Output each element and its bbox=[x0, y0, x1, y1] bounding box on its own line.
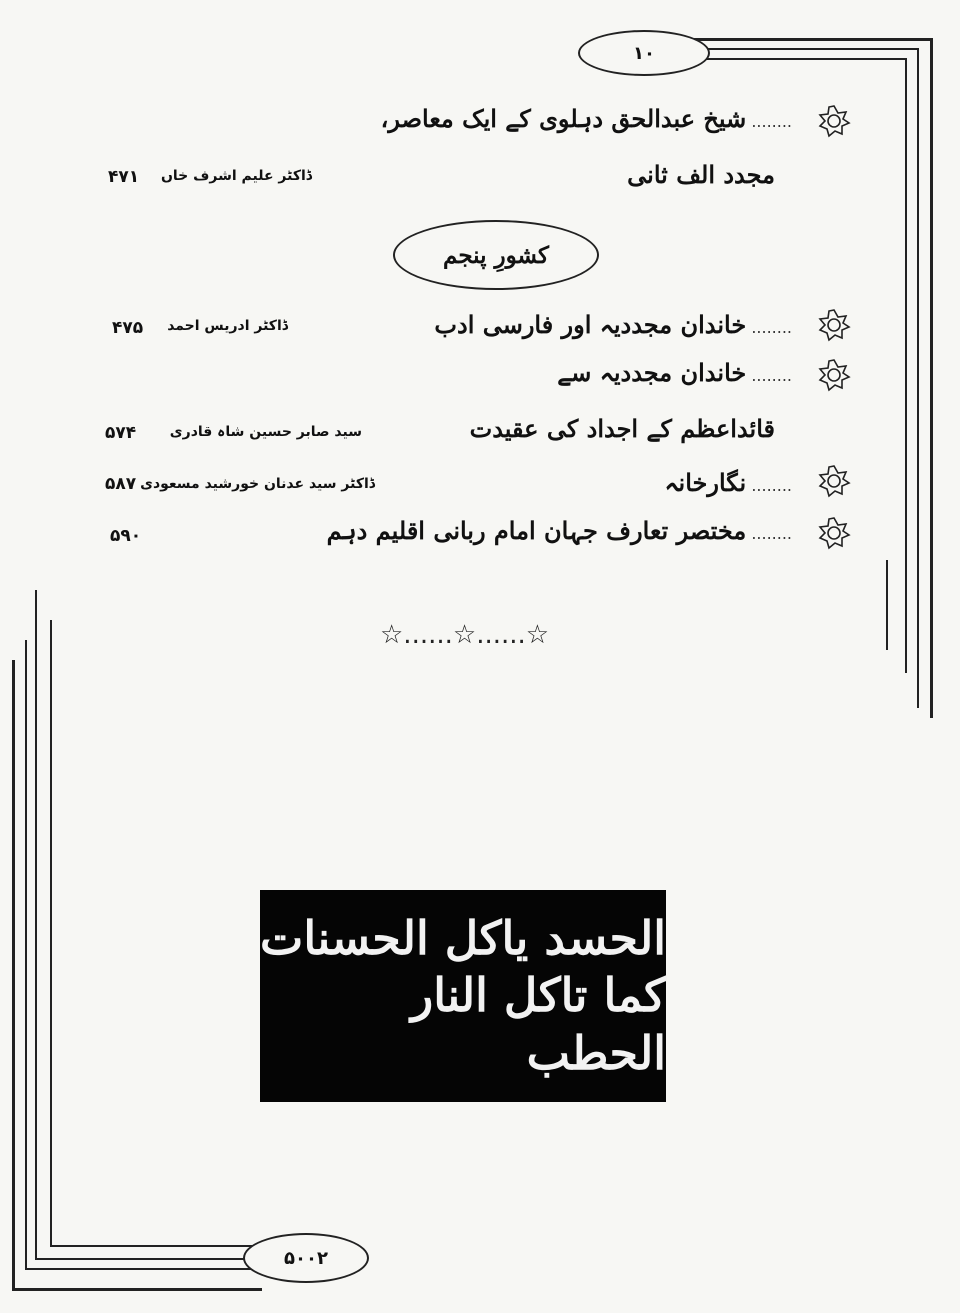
frame-right-line-3 bbox=[905, 58, 907, 673]
entry-title: خاندان مجددیہ اور فارسی ادب bbox=[434, 310, 747, 339]
frame-left-line-4 bbox=[50, 620, 52, 1245]
entry-page: ۵۷۴ bbox=[105, 423, 137, 443]
frame-right-line-2 bbox=[917, 48, 919, 708]
section-heading: کشورِ پنجم bbox=[443, 241, 549, 269]
calligraphy-line2: کما تاکل النار الحطب bbox=[411, 968, 666, 1080]
frame-left-line-2 bbox=[25, 640, 27, 1270]
frame-top-line-3 bbox=[700, 58, 906, 60]
frame-bottom-line-1 bbox=[12, 1288, 262, 1291]
page-number-oval bbox=[578, 30, 710, 76]
entry-page: ۴۷۵ bbox=[112, 318, 144, 338]
toc-entry-5 bbox=[327, 516, 792, 545]
toc-entry-1 bbox=[381, 104, 792, 133]
leader-dots: ........ bbox=[751, 318, 792, 337]
entry-title-line2: قائداعظم کے اجداد کی عقیدت bbox=[469, 414, 775, 443]
leader-dots: ........ bbox=[751, 524, 792, 543]
star-separator: ☆......☆......☆ bbox=[380, 620, 550, 650]
frame-bottom-line-3 bbox=[35, 1258, 261, 1260]
frame-right-line-1 bbox=[930, 38, 933, 718]
entry-author: ڈاکٹر علیم اشرف خاں bbox=[160, 168, 312, 184]
toc-entry-2 bbox=[434, 310, 792, 339]
flower-bullet-icon bbox=[817, 464, 851, 498]
entry-title-line2: مجدد الف ثانی bbox=[627, 160, 775, 189]
frame-right-line-4 bbox=[886, 560, 888, 650]
frame-top-line-2 bbox=[690, 48, 918, 50]
frame-bottom-line-2 bbox=[25, 1268, 261, 1270]
flower-bullet-icon bbox=[817, 104, 851, 138]
flower-bullet-icon bbox=[817, 516, 851, 550]
calligraphy-line1: الحسد یاکل الحسنات bbox=[260, 910, 666, 965]
toc-entry-3 bbox=[557, 358, 792, 387]
frame-bottom-line-4 bbox=[50, 1245, 262, 1247]
entry-title: مختصر تعارف جہان امام ربانی اقلیم دہم bbox=[326, 516, 747, 545]
entry-title: نگارخانہ bbox=[664, 468, 747, 497]
entry-author: ڈاکٹر سید عدنان خورشید مسعودی bbox=[140, 476, 375, 492]
leader-dots: ........ bbox=[751, 366, 792, 385]
entry-page: ۵۹۰ bbox=[110, 526, 142, 546]
toc-entry-4 bbox=[664, 468, 792, 497]
flower-bullet-icon bbox=[817, 308, 851, 342]
leader-dots: ........ bbox=[751, 112, 792, 131]
entry-author: ڈاکٹر ادریس احمد bbox=[167, 318, 288, 334]
leader-dots: ........ bbox=[751, 476, 792, 495]
entry-page: ۵۸۷ bbox=[105, 474, 137, 494]
catalog-number-oval bbox=[243, 1233, 369, 1283]
flower-bullet-icon bbox=[817, 358, 851, 392]
page-number: ۱۰ bbox=[633, 42, 655, 64]
entry-title-line1: شیخ عبدالحق دہلوی کے ایک معاصر، bbox=[380, 104, 747, 133]
section-heading-oval bbox=[393, 220, 599, 290]
frame-left-line-1 bbox=[12, 660, 15, 1290]
entry-page: ۴۷۱ bbox=[108, 167, 140, 187]
entry-author: سید صابر حسین شاہ قادری bbox=[169, 424, 362, 440]
catalog-number: ۵۰۰۲ bbox=[284, 1247, 328, 1269]
frame-top-line-1 bbox=[670, 38, 932, 41]
entry-title-line1: خاندان مجددیہ سے bbox=[557, 358, 747, 387]
calligraphy-panel bbox=[260, 890, 666, 1102]
frame-left-line-3 bbox=[35, 590, 37, 1260]
